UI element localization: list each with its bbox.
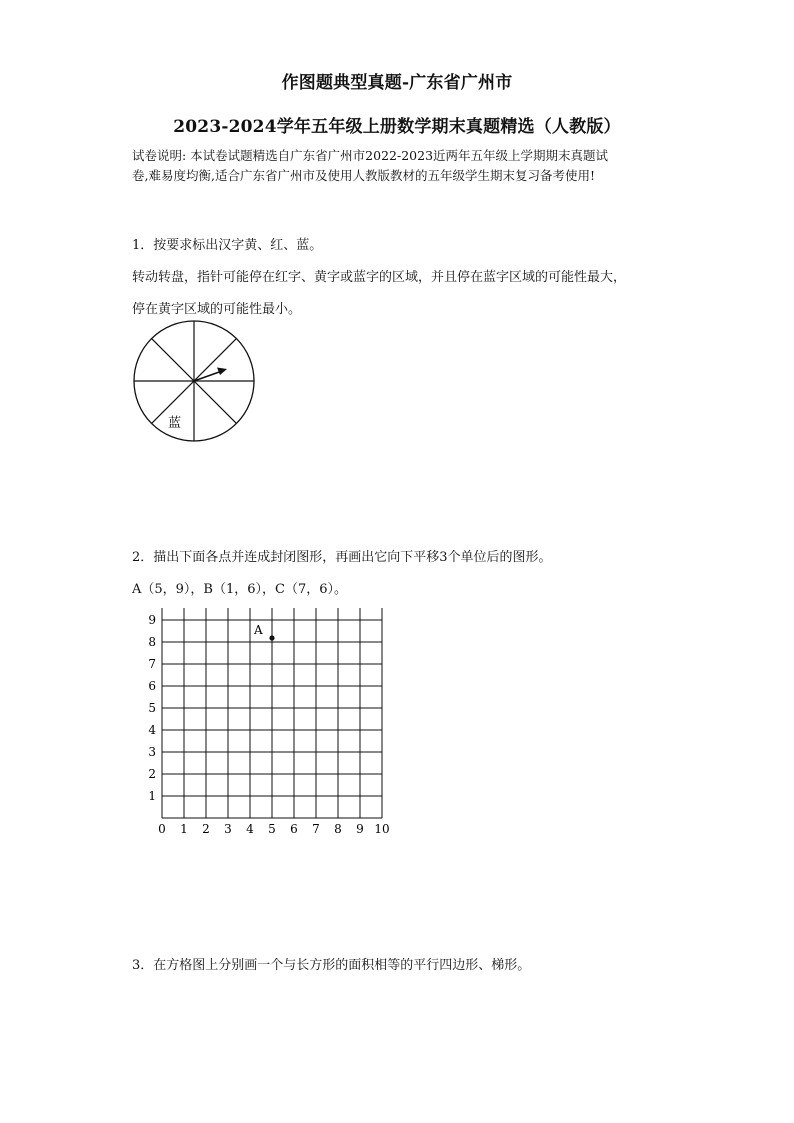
- x-tick-label: 9: [356, 822, 364, 836]
- spinner-label-blue: 蓝: [168, 416, 182, 431]
- x-tick-label: 8: [334, 822, 342, 836]
- x-tick-label: 4: [246, 822, 254, 836]
- coordinate-grid: [140, 608, 400, 840]
- y-tick-label: 3: [148, 745, 156, 759]
- x-tick-label: 1: [180, 822, 188, 836]
- point-a-label: A: [254, 623, 263, 637]
- x-tick-label: 0: [158, 822, 166, 836]
- x-tick-label: 3: [224, 822, 232, 836]
- point-a-marker: [269, 635, 274, 640]
- x-tick-label: 10: [374, 822, 390, 836]
- spinner: [130, 320, 260, 446]
- y-tick-label: 4: [148, 723, 156, 737]
- page-title-line2: 2023-2024学年五年级上册数学期末真题精选（人教版）: [173, 117, 621, 137]
- q1-text-line3: 停在黄字区域的可能性最小。: [132, 302, 302, 317]
- q3-title: 3．在方格图上分别画一个与长方形的面积相等的平行四边形、梯形。: [132, 958, 531, 973]
- spinner-pointer-arrowhead: [217, 368, 227, 376]
- x-tick-label: 5: [268, 822, 276, 836]
- x-tick-label: 7: [312, 822, 320, 836]
- q1-text-line2: 转动转盘，指针可能停在红字、黄字或蓝字的区域，并且停在蓝字区域的可能性最大，: [132, 270, 627, 285]
- description-line2: 卷,难易度均衡,适合广东省广州市及使用人教版教材的五年级学生期末复习备考使用!: [132, 168, 595, 183]
- y-tick-label: 6: [148, 679, 156, 693]
- y-tick-label: 8: [148, 635, 156, 649]
- y-axis-tick-labels: [141, 608, 157, 803]
- y-tick-label: 5: [148, 701, 156, 715]
- q1-title: 1．按要求标出汉字黄、红、蓝。: [132, 238, 323, 253]
- q2-points: A（5，9），B（1，6），C（7，6）。: [132, 582, 348, 597]
- y-tick-label: 1: [148, 789, 156, 803]
- q2-title: 2．描出下面各点并连成封闭图形，再画出它向下平移3个单位后的图形。: [132, 550, 552, 565]
- y-tick-label: 2: [148, 767, 156, 781]
- page-title-line1: 作图题典型真题-广东省广州市: [281, 73, 513, 93]
- y-tick-label: 9: [148, 613, 156, 627]
- description-line1: 试卷说明: 本试卷试题精选自广东省广州市2022-2023近两年五年级上学期期末真题试: [132, 148, 609, 163]
- x-tick-label: 2: [202, 822, 210, 836]
- x-tick-label: 6: [290, 822, 298, 836]
- y-tick-label: 7: [148, 657, 156, 671]
- x-axis-tick-labels: [158, 822, 389, 836]
